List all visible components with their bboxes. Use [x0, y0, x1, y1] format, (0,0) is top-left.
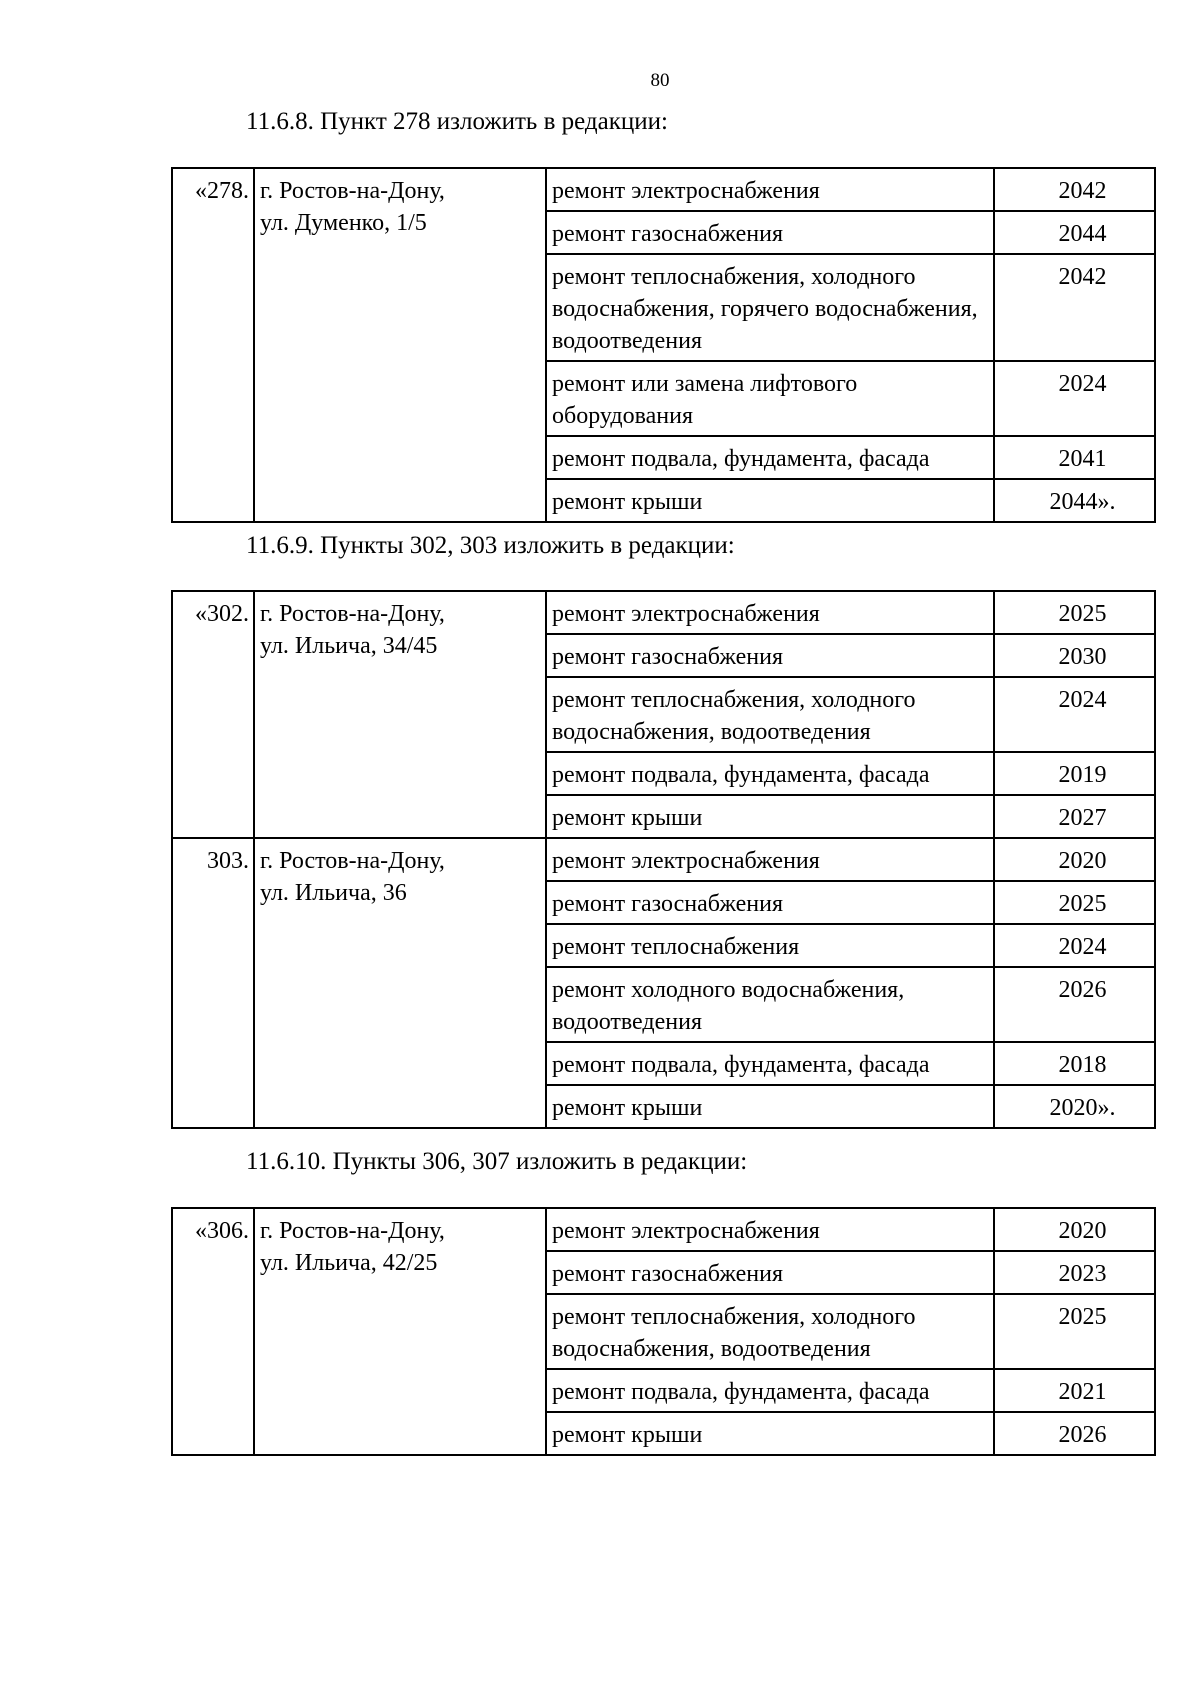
work-year: 2024 [994, 361, 1155, 436]
table-row [172, 591, 1155, 634]
work-type: ремонт теплоснабжения [546, 924, 994, 967]
work-type: ремонт крыши [546, 479, 994, 522]
work-type: ремонт электроснабжения [546, 1208, 994, 1251]
address-city: г. Ростов-на-Дону, [260, 1218, 445, 1244]
work-type: ремонт холодного водоснабжения, водоотведения [546, 967, 994, 1042]
work-year: 2044». [994, 479, 1155, 522]
work-type: ремонт газоснабжения [546, 1251, 994, 1294]
work-year: 2025 [994, 881, 1155, 924]
work-type: ремонт теплоснабжения, холодного водоснабжения, водоотведения [546, 1294, 994, 1369]
page-number: 80 [650, 70, 670, 91]
work-type: ремонт или замена лифтового оборудования [546, 361, 994, 436]
item-number: «278. [172, 168, 254, 522]
work-year: 2030 [994, 634, 1155, 677]
address-street: ул. Ильича, 34/45 [260, 633, 438, 659]
work-type: ремонт подвала, фундамента, фасада [546, 436, 994, 479]
work-year: 2044 [994, 211, 1155, 254]
work-type: ремонт газоснабжения [546, 881, 994, 924]
table-row [172, 838, 1155, 881]
table-row [172, 1208, 1155, 1251]
item-number: 303. [172, 838, 254, 1128]
section-heading: 11.6.9. Пункты 302, 303 изложить в редакции: [246, 532, 735, 559]
work-year: 2020 [994, 838, 1155, 881]
section-heading: 11.6.10. Пункты 306, 307 изложить в редакции: [246, 1148, 748, 1175]
items-table [171, 1207, 1156, 1456]
work-year: 2018 [994, 1042, 1155, 1085]
address-city: г. Ростов-на-Дону, [260, 601, 445, 627]
work-type: ремонт подвала, фундамента, фасада [546, 1042, 994, 1085]
address-city: г. Ростов-на-Дону, [260, 178, 445, 204]
work-type: ремонт теплоснабжения, холодного водоснабжения, горячего водоснабжения, водоотведения [546, 254, 994, 361]
work-type: ремонт газоснабжения [546, 211, 994, 254]
work-type: ремонт крыши [546, 1085, 994, 1128]
work-type: ремонт электроснабжения [546, 591, 994, 634]
work-year: 2027 [994, 795, 1155, 838]
address-cell [254, 591, 546, 838]
work-year: 2020 [994, 1208, 1155, 1251]
item-number: «306. [172, 1208, 254, 1455]
items-table [171, 167, 1156, 523]
work-year: 2019 [994, 752, 1155, 795]
address-city: г. Ростов-на-Дону, [260, 848, 445, 874]
work-year: 2021 [994, 1369, 1155, 1412]
section-heading: 11.6.8. Пункт 278 изложить в редакции: [246, 108, 668, 135]
work-type: ремонт подвала, фундамента, фасада [546, 1369, 994, 1412]
address-street: ул. Ильича, 36 [260, 880, 407, 906]
work-year: 2020». [994, 1085, 1155, 1128]
address-street: ул. Думенко, 1/5 [260, 210, 427, 236]
address-cell [254, 838, 546, 1128]
work-year: 2024 [994, 924, 1155, 967]
address-street: ул. Ильича, 42/25 [260, 1250, 438, 1276]
work-year: 2024 [994, 677, 1155, 752]
items-table [171, 590, 1156, 1129]
table-row [172, 168, 1155, 211]
work-year: 2026 [994, 967, 1155, 1042]
item-number: «302. [172, 591, 254, 838]
work-year: 2026 [994, 1412, 1155, 1455]
address-cell [254, 168, 546, 522]
work-type: ремонт подвала, фундамента, фасада [546, 752, 994, 795]
work-type: ремонт электроснабжения [546, 168, 994, 211]
work-year: 2025 [994, 591, 1155, 634]
work-type: ремонт электроснабжения [546, 838, 994, 881]
work-type: ремонт теплоснабжения, холодного водоснабжения, водоотведения [546, 677, 994, 752]
work-year: 2023 [994, 1251, 1155, 1294]
address-cell [254, 1208, 546, 1455]
work-year: 2042 [994, 168, 1155, 211]
work-type: ремонт крыши [546, 1412, 994, 1455]
work-year: 2042 [994, 254, 1155, 361]
work-year: 2041 [994, 436, 1155, 479]
work-type: ремонт крыши [546, 795, 994, 838]
work-year: 2025 [994, 1294, 1155, 1369]
work-type: ремонт газоснабжения [546, 634, 994, 677]
